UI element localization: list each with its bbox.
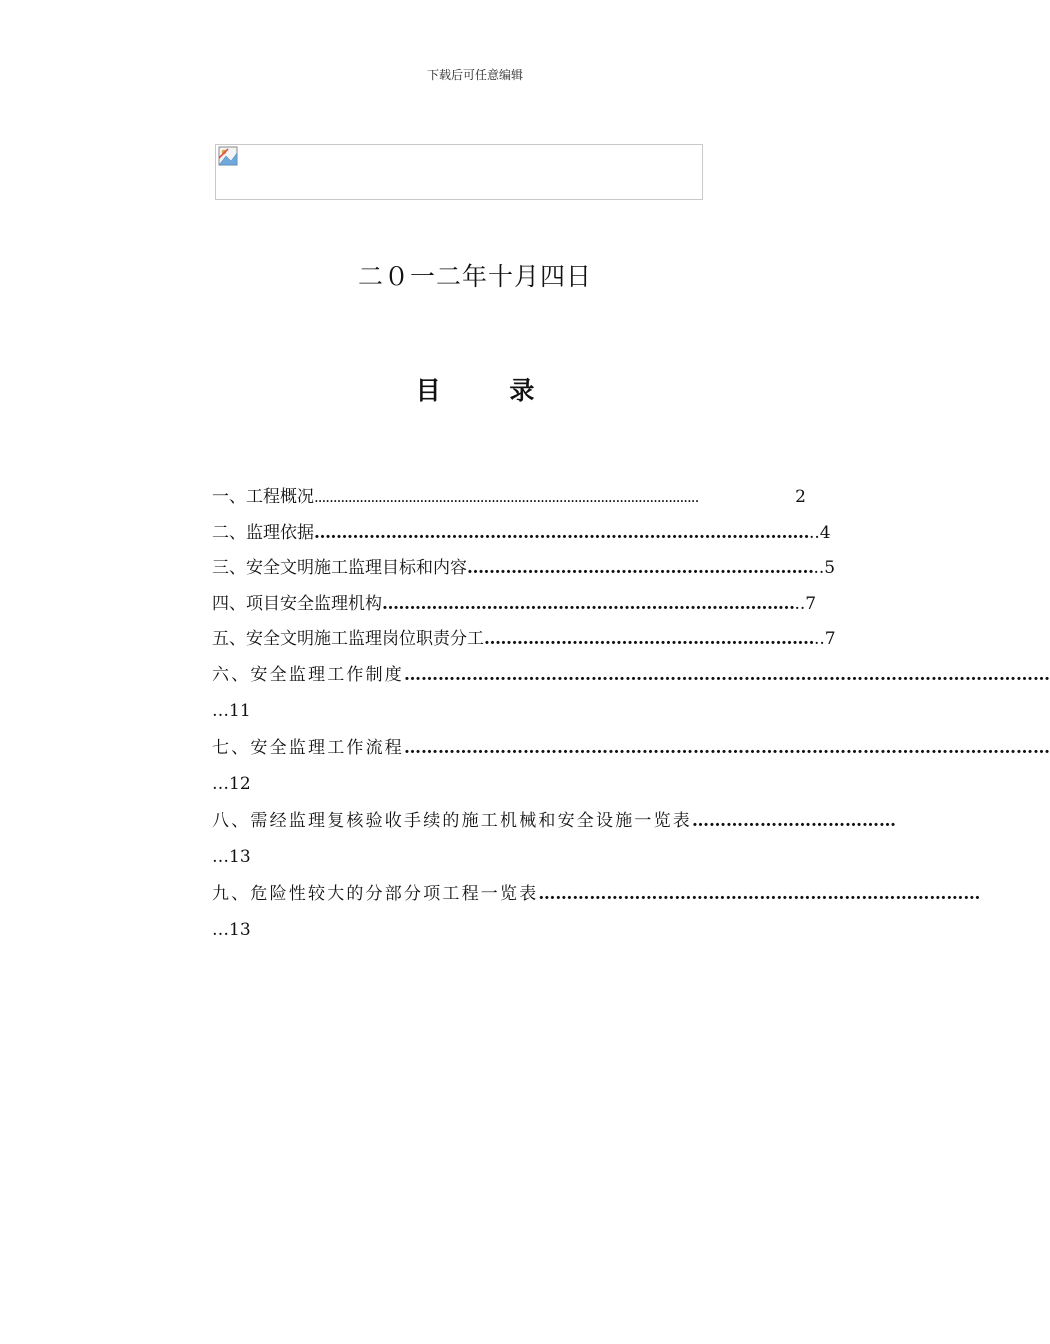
toc-entry-label: 五、安全文明施工监理岗位职责分工	[212, 629, 484, 649]
toc-entry-label: 七、安全监理工作流程	[212, 737, 404, 758]
date-line: 二０一二年十月四日	[357, 262, 592, 291]
table-of-contents	[212, 484, 1050, 954]
toc-entry-page: ..7	[794, 593, 817, 614]
toc-entry-5[interactable]	[212, 626, 836, 662]
toc-entry-page: …13	[212, 919, 251, 940]
toc-entry-label: 一、工程概况	[212, 487, 314, 507]
toc-entry-leader: ………………………………	[692, 810, 896, 831]
toc-title: 目 录	[415, 376, 565, 405]
toc-entry-label: 四、项目安全监理机构	[212, 593, 382, 614]
image-placeholder	[215, 144, 703, 200]
toc-entry-9[interactable]	[212, 881, 981, 954]
toc-entry-page: …13	[212, 846, 251, 867]
toc-entry-page: ..4	[809, 522, 831, 543]
toc-entry-page: ..5	[813, 558, 836, 578]
header-note: 下载后可任意编辑	[426, 68, 523, 82]
toc-entry-label: 二、监理依据	[212, 522, 314, 543]
toc-entry-leader: …………………………………………………………………	[382, 593, 795, 614]
toc-entry-leader: ……………………………………………………	[484, 629, 814, 649]
toc-entry-label: 六、安全监理工作制度	[212, 664, 404, 685]
toc-entry-leader: ………………………………………………………	[467, 558, 814, 578]
toc-entry-leader: ………………………………………………………………………………	[314, 522, 809, 543]
toc-entry-label: 九、危险性较大的分部分项工程一览表	[212, 883, 539, 904]
toc-entry-leader: ……………………………………………………………………………………………………	[404, 664, 1050, 685]
toc-entry-2[interactable]	[212, 520, 831, 556]
toc-entry-leader: ……………………………………………………………………………………………………	[404, 737, 1050, 758]
toc-entry-8[interactable]	[212, 808, 896, 881]
toc-entry-page: 2	[795, 487, 806, 507]
toc-entry-6[interactable]	[212, 662, 1050, 735]
toc-entry-label: 三、安全文明施工监理目标和内容	[212, 558, 467, 578]
toc-entry-4[interactable]	[212, 591, 817, 627]
toc-entry-1[interactable]	[212, 484, 806, 520]
broken-image-icon	[218, 146, 238, 166]
toc-entry-page: …11	[212, 700, 251, 721]
toc-entry-3[interactable]	[212, 555, 836, 591]
toc-entry-page: ..7	[814, 629, 836, 649]
toc-entry-label: 八、需经监理复核验收手续的施工机械和安全设施一览表	[212, 810, 692, 831]
toc-entry-leader: ......................................................................................................	[314, 488, 699, 506]
toc-entry-page: …12	[212, 773, 251, 794]
toc-entry-7[interactable]	[212, 735, 1050, 808]
toc-entry-leader: ……………………………………………………………………	[538, 883, 981, 904]
